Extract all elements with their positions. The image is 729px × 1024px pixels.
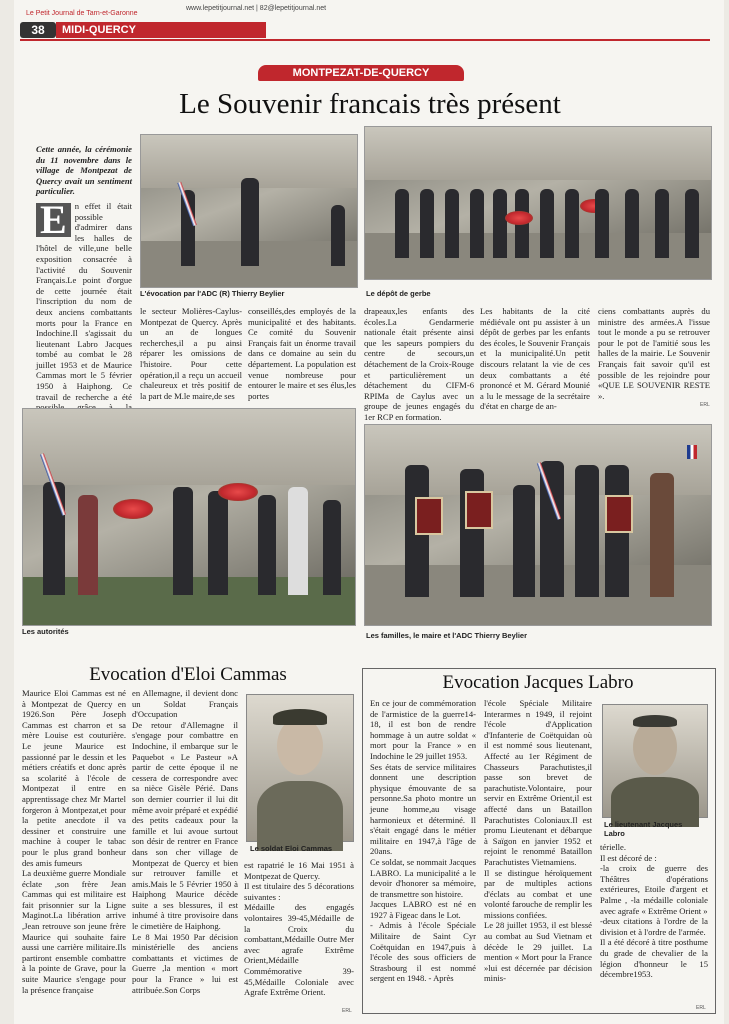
photo-families: [364, 424, 712, 626]
labro-section-title: Evocation Jacques Labro: [442, 672, 634, 693]
labro-column-1: En ce jour de commémoration de l'armistice de la guerre14-18, il est bon de rendre hommage à un autre soldat « mort pour la France » en Indochine le 29 juillet 1953. Ses états de service militaires donnent une description physique émouvante de sa personne.Sa photo montre un jeune homme,au visage harmonieux et déterminé. Il s'était engagé dans le métier militaire en 1947,à l'âge de 20ans. Ce soldat, se nommait Jacques LABRO. La municipalité a le devoir d'honorer sa mémoire, de transmettre son histoire. Jacques LABRO est né en 1927 à Figeac dans le Lot. - Admis à l'école Spéciale Militaire de Saint Cyr Coëtquidan en 1947,puis à l'école des sous officiers de Strasbourg il est nommé sergent en 1948. - Après: [370, 698, 476, 984]
byline-erl: ERL: [700, 402, 710, 408]
photo-authorities: [22, 408, 356, 626]
labro-column-3: térielle. Il est décoré de : -la croix de guerre des Théâtres d'opérations extérieures, Etoile d'argent et Palme , -la médaille coloniale avec agrafe « Extrême Orient » -deux citations à l'ordre de la division et à l'ordre de l'armée. Il a été décoré à titre posthume du grade de chevalier de la légion d'honneur le 15 décembre1953.: [600, 842, 708, 980]
portrait-jacques-labro: [602, 704, 708, 818]
labro-byline-erl: ERL: [696, 1005, 706, 1011]
eloi-section-title: Evocation d'Eloi Cammas: [89, 664, 287, 685]
article-column-5: Les habitants de la cité médiévale ont pu assister à un dépôt de gerbes par les enfants des écoles, le Souvenir Français et la municipalité.Un petit discours relatant la vie de ces deux combattants a été prononcé et M. Gérard Mounié a lu le message de la secrétaire d'état en charge de an-: [480, 306, 591, 412]
section-band: MIDI-QUERCY: [56, 22, 266, 38]
article-column-3: conseillés,des employés de la municipalité et des habitants. Ce comité du Souvenir Français fait un énorme travail dans ce domaine au sein du département. La population est venue nombreuse pour entourer le maire et ses élus,les portes: [248, 306, 356, 401]
photo-evocation: [140, 134, 358, 288]
article-text-1: n effet il était possible d'admirer dans les halles de l'hôtel de ville,une belle exposition consacrée à l'activité du Souvenir Français.Le point d'orgue de cette journée était l'inscription du nom de deux anciens combattants morts pour la France en Indochine.Il s'agissait du lieutenant Labro Jacques tombé au combat le 28 juillet 1953 et de Maurice Cammas mort le 5 février 1950 à Haiphong. Ce travail de recherche a été: [36, 200, 132, 402]
location-kicker: MONTPEZAT-DE-QUERCY: [258, 65, 464, 81]
caption-photo-authorities: Les autorités: [22, 627, 69, 636]
caption-photo-wreath: Le dépôt de gerbe: [366, 289, 431, 298]
caption-eloi: Le soldat Eloi Cammas: [250, 844, 333, 853]
article-column-1: [36, 144, 132, 414]
eloi-column-1: Maurice Eloi Cammas est né à Montpezat de Quercy en 1926.Son Père Joseph Cammas est charron et sa mère Louise est couturière. Le jeune Maurice est passionné par le dessin et les métiers créatifs et donc après sa scolarité à l'école de Montpezat il entre en apprentissage chez Mr Martel forgeron à Montpezat,et pour la petite anecdote il va dessiner et construire une machine à couper le tabac pour le plus grand bonheur des amis fumeurs La deuxième guerre Mondiale éclate ,son frère Jean Cammas qui est militaire est fait prisonnier sur la Ligne Maginot.La libération arrive ,Jean retrouve son jeune frère Maurice qui souhaite faire aussi une carrière militaire.Ils partiront ensemble combattre à la pointe de Grave, pour la suite Maurice s'engage pour la présence française: [22, 688, 126, 995]
caption-labro: Le lieutenant Jacques Labro: [604, 820, 683, 838]
portrait-eloi-cammas: [246, 694, 354, 842]
article-intro: Cette année, la cérémonie du 11 novembre dans le village de Montpezat de Quercy avait un sentiment particulier.: [36, 144, 132, 197]
article-column-4: drapeaux,les enfants des écoles.La Gendarmerie nationale était présente ainsi que les sapeurs pompiers du centre de secours,un détachement de la Croix-Rouge et particulièrement un détachement du CIFM-6 RPIMa de Caylus avec un groupe de jeunes engagés du 1er RCP en formation.: [364, 306, 474, 422]
photo-wreath-laying: [364, 126, 712, 280]
page-number: 38: [20, 22, 56, 38]
eloi-column-3: est rapatrié le 16 Mai 1951 à Montpezat de Quercy. Il est titulaire des 5 décorations suivantes : Médaille des engagés volontaires 39-45,Médaille de la Croix du combattant,Médaille Outre Mer avec agrafe Extrême Orient,Médaille Commémorative 39-45,Médaille Coloniale avec Agrafe Extrême Orient.: [244, 860, 354, 998]
eloi-column-2: en Allemagne, il devient donc un Soldat Français d'Occupation De retour d'Allemagne il s'engage pour combattre en Indochine, il embarque sur le Paquebot « Le Pasteur »A partir de cette époque il ne cessera de correspondre avec sa nièce Gisèle Périé. Dans son dernier courrier il lui dit même avoir préparé et expédié des petits cadeaux pour la famille et lui avoue surtout son désir de rentrer en France dans son cher village de Montpezat de Quercy et bien sur retrouver famille et amis.Mais le 5 Février 1950 à Haiphong Maurice décède suite a ses blessures, il est inhumé à titre provisoire dans le cimetière de Haiphong. Le 8 Mai 1950 Par décision ministérielle des anciens combattants et victimes de Guerre ,la mention « mort pour la France » lui est attribuée.Son Corps: [132, 688, 238, 995]
paper-website: www.lepetitjournal.net | 82@lepetitjournal.net: [186, 5, 327, 12]
article-column-2: le secteur Molières-Caylus-Montpezat de Quercy. Après un an de longues recherches,il a pu ainsi réparer les omissions de l'histoire. Pour cette opération,il a reçu un accueil chaleureux et très positif de la part de M.le maire,de ses: [140, 306, 242, 401]
header-rule: [20, 39, 710, 41]
article-column-6: ciens combattants auprès du ministre des armées.A l'issue tout le monde a pu se retrouver pour le pot de l'amitié sous les halles de la mairie. Le Souvenir Français fait savoir qu'il est possible de les rejoindre pour «QUE LE SOUVENIR RESTE ».: [598, 306, 710, 401]
caption-photo-families: Les familles, le maire et l'ADC Thierry Beylier: [366, 631, 528, 640]
dropcap-letter: E: [36, 203, 71, 237]
labro-column-2: l'école Spéciale Militaire Interarmes n 1949, il rejoint l'école d'Application d'Infanterie de Coëtquidan où il est nommé sous lieutenant, Affecté au 1er Régiment de Chasseurs Parachutistes,il passe son brevet de parachutiste.Volontaire, pour servir en Extrême Orient,il est affecté dans un Bataillon Parachutistes Coloniaux.Il est promu Lieutenant et débarque à Saïgon en janvier 1952 et rejoint le renommé Bataillon Parachutistes Vietnamiens. Il se distingue héroïquement par de multiples actions d'éclats au combat et une volonté farouche de remplir les missions confiées. Le 28 juillet 1953, il est blessé au combat au Sud Vietnam et décède le 29 juillet. La mention « Mort pour la France »lui est décernée par décision minis-: [484, 698, 592, 984]
paper-name: Le Petit Journal de Tarn-et-Garonne: [26, 10, 138, 17]
caption-photo-evocation: L'évocation par l'ADC (R) Thierry Beylier: [140, 289, 285, 298]
eloi-byline-erl: ERL: [342, 1008, 352, 1014]
page-headline: Le Souvenir francais très présent: [179, 88, 561, 120]
